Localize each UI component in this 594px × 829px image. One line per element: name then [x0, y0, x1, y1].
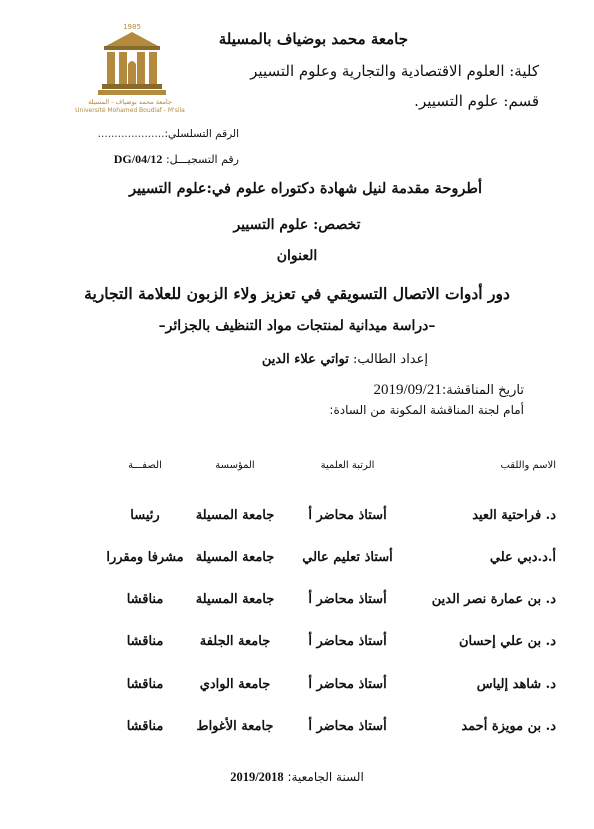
member-name: أ.د.دبي علي [489, 550, 556, 565]
logo-name-ar: جامعة محمد بوضياف - المسيلة [88, 98, 172, 106]
student [262, 352, 428, 367]
header-name: الاسم واللقب [500, 460, 556, 471]
thesis-type: أطروحة مقدمة لنيل شهادة دكتوراه علوم في:علوم التسيير [129, 180, 482, 197]
academic-year-label: السنة الجامعية: [287, 770, 364, 784]
faculty-name: كلية: العلوم الاقتصادية والتجارية وعلوم التسيير [250, 62, 539, 80]
header-role: الصفـــة [128, 460, 162, 471]
logo-name-fr: Université Mohamed Boudiaf - M'sila [75, 107, 185, 114]
member-name: د. بن عمارة نصر الدين [431, 592, 556, 607]
member-role: مشرفا ومقررا [106, 550, 184, 565]
header-rank: الرتبة العلمية [320, 460, 375, 471]
member-institution: جامعة المسيلة [195, 508, 275, 523]
table-row [0, 677, 594, 699]
member-name: د. بن علي إحسان [458, 634, 556, 649]
member-institution: جامعة الجلفة [199, 634, 271, 649]
student-label: إعداد الطالب: [352, 352, 428, 367]
member-rank: أستاذ محاضر أ [308, 719, 387, 734]
table-row [0, 550, 594, 572]
registration-number [114, 152, 239, 167]
serial-value: .................... [97, 128, 165, 140]
member-name: د. شاهد إلياس [476, 677, 556, 692]
committee-intro: أمام لجنة المناقشة المكونة من السادة: [329, 403, 524, 417]
member-name: د. فراحتية العيد [472, 508, 556, 523]
thesis-subtitle: –دراسة ميدانية لمنتجات مواد التنظيف بالجزائر– [158, 318, 436, 334]
serial-label: الرقم التسلسلي: [164, 128, 239, 140]
member-rank: أستاذ تعليم عالي [302, 550, 393, 565]
logo-year: 1985 [123, 23, 141, 31]
header-institution: المؤسسة [215, 460, 255, 471]
registration-label: رقم التسجيـــل: [165, 153, 239, 166]
member-role: مناقشا [126, 719, 164, 734]
member-role: مناقشا [126, 592, 164, 607]
defense-date: 2019/09/21 [373, 382, 442, 398]
defense-label: تاريخ المناقشة: [441, 383, 524, 398]
member-name: د. بن مويزة أحمد [461, 719, 556, 734]
student-name: تواتي علاء الدين [261, 352, 349, 367]
department-name: قسم: علوم التسيير. [414, 92, 539, 110]
member-role: رئيسا [130, 508, 160, 523]
registration-value: DG/04/12 [113, 152, 163, 166]
member-rank: أستاذ محاضر أ [308, 677, 387, 692]
specialty: تخصص: علوم التسيير [233, 217, 361, 233]
university-emblem-icon [92, 20, 172, 98]
academic-year-value: 2019/2018 [230, 770, 284, 784]
member-institution: جامعة المسيلة [195, 550, 275, 565]
member-institution: جامعة الأغواط [196, 719, 274, 734]
academic-year [0, 770, 594, 785]
university-name: جامعة محمد بوضياف بالمسيلة [218, 30, 408, 48]
title-label: العنوان [276, 248, 318, 264]
member-role: مناقشا [126, 677, 164, 692]
member-rank: أستاذ محاضر أ [308, 634, 387, 649]
table-row [0, 634, 594, 656]
table-row [0, 592, 594, 614]
table-row [0, 719, 594, 741]
member-role: مناقشا [126, 634, 164, 649]
defense-date-line [374, 382, 524, 399]
member-institution: جامعة المسيلة [195, 592, 275, 607]
thesis-title: دور أدوات الاتصال التسويقي في تعزيز ولاء الزبون للعلامة التجارية [84, 284, 510, 303]
table-row [0, 508, 594, 530]
member-rank: أستاذ محاضر أ [308, 508, 387, 523]
logo-caption [70, 98, 190, 115]
member-institution: جامعة الوادي [199, 677, 271, 692]
member-rank: أستاذ محاضر أ [308, 592, 387, 607]
serial-number [98, 128, 239, 140]
